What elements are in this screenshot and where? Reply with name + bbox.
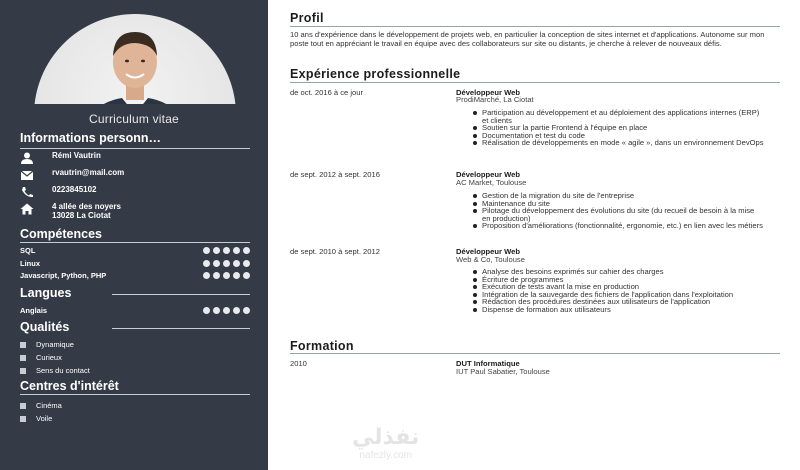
skills-heading: Compétences xyxy=(20,227,102,241)
list-item: Pilotage du développement des évolutions du site (du recueil de besoin à la mise en production) xyxy=(474,207,764,222)
interests-heading: Centres d'intérêt xyxy=(20,379,119,393)
info-name-row xyxy=(20,151,101,163)
list-item: Documentation et test du code xyxy=(474,132,764,140)
job-date: de sept. 2010 à sept. 2012 xyxy=(290,247,380,256)
list-item: Rédaction des procédures destinées aux utilisateurs de l'application xyxy=(474,298,764,306)
email-text[interactable]: rvautrin@mail.com xyxy=(52,168,125,177)
list-item: Maintenance du site xyxy=(474,200,764,208)
skill-level xyxy=(203,247,250,254)
list-item: Exécution de tests avant la mise en production xyxy=(474,283,764,291)
job-title: Développeur Web xyxy=(456,88,520,97)
list-item: Réalisation de développements en mode « agile », dans un environnement DevOps xyxy=(474,139,764,147)
job-date: de sept. 2012 à sept. 2016 xyxy=(290,170,380,179)
interest-item: Voile xyxy=(20,414,52,423)
language-row xyxy=(20,306,250,315)
job-title: Développeur Web xyxy=(456,170,520,179)
watermark xyxy=(352,426,419,461)
watermark-latin: nafezly.com xyxy=(359,450,412,461)
phone-icon xyxy=(20,185,34,197)
quality-item: Sens du contact xyxy=(20,366,90,375)
divider xyxy=(20,394,250,395)
phone-text: 0223845102 xyxy=(52,185,97,194)
interest-item: Cinéma xyxy=(20,401,62,410)
divider xyxy=(290,82,780,83)
job-title: Développeur Web xyxy=(456,247,520,256)
quality-item: Dynamique xyxy=(20,340,74,349)
user-icon xyxy=(20,151,34,163)
education-school: IUT Paul Sabatier, Toulouse xyxy=(456,367,550,376)
watermark-arabic: نفذلي xyxy=(352,425,420,450)
home-icon xyxy=(20,202,34,214)
address-line1: 4 allée des noyers xyxy=(52,202,121,211)
education-heading: Formation xyxy=(290,339,354,353)
job-company: ProdiMarché, La Ciotat xyxy=(456,95,534,104)
skill-level xyxy=(203,272,250,279)
skill-row xyxy=(20,259,250,268)
divider xyxy=(20,242,250,243)
profile-text: 10 ans d'expérience dans le développement de projets web, en particulier la conception de sites internet et d'applications. Autonome sur mon poste tout en appréciant le travail en équipe avec des collaborateurs sur site ou distants, je cherche à relever de nouveaux défis. xyxy=(290,30,765,48)
languages-heading: Langues xyxy=(20,286,72,300)
cv-label: Curriculum vitae xyxy=(89,112,179,126)
job-company: AC Market, Toulouse xyxy=(456,178,527,187)
job-company: Web & Co, Toulouse xyxy=(456,255,525,264)
education-title: DUT Informatique xyxy=(456,359,520,368)
divider xyxy=(112,294,250,295)
divider xyxy=(20,148,250,149)
job-date: de oct. 2016 à ce jour xyxy=(290,88,364,97)
main-content xyxy=(268,0,800,470)
divider xyxy=(290,353,780,354)
profile-photo xyxy=(34,14,236,104)
list-item: Écriture de programmes xyxy=(474,276,764,284)
profile-heading: Profil xyxy=(290,11,324,25)
skill-name: Javascript, Python, PHP xyxy=(20,271,107,280)
list-item: Participation au développement et au déploiement des applications internes (ERP) et clients xyxy=(474,109,764,124)
list-item: Soutien sur la partie Frontend à l'équipe en place xyxy=(474,124,764,132)
qualities-heading: Qualités xyxy=(20,320,70,334)
skill-row xyxy=(20,246,250,255)
info-phone-row xyxy=(20,185,97,197)
skill-name: SQL xyxy=(20,246,36,255)
skill-level xyxy=(203,260,250,267)
info-email-row xyxy=(20,168,124,180)
list-item: Gestion de la migration du site de l'entreprise xyxy=(474,192,764,200)
info-address-row xyxy=(20,202,121,220)
education-date: 2010 xyxy=(290,359,307,368)
divider xyxy=(112,328,250,329)
job-tasks xyxy=(474,268,764,314)
list-item: Proposition d'améliorations (fonctionnalité, ergonomie, etc.) en lien avec les métiers xyxy=(474,222,764,230)
language-level xyxy=(203,307,250,314)
list-item: Intégration de la sauvegarde des fichiers de l'application dans l'exploitation xyxy=(474,291,764,299)
skill-row xyxy=(20,271,250,280)
experience-heading: Expérience professionnelle xyxy=(290,67,461,81)
language-name: Anglais xyxy=(20,306,48,315)
list-item: Dispense de formation aux utilisateurs xyxy=(474,306,764,314)
list-item: Analyse des besoins exprimés sur cahier des charges xyxy=(474,268,764,276)
address-line2: 13028 La Ciotat xyxy=(52,211,111,220)
skill-name: Linux xyxy=(20,259,40,268)
sidebar xyxy=(0,0,268,470)
quality-item: Curieux xyxy=(20,353,62,362)
name-text: Rémi Vautrin xyxy=(52,151,101,160)
envelope-icon xyxy=(20,168,34,180)
divider xyxy=(290,26,780,27)
job-tasks xyxy=(474,192,764,230)
personal-info-heading: Informations personn… xyxy=(20,131,161,145)
job-tasks xyxy=(474,109,764,147)
